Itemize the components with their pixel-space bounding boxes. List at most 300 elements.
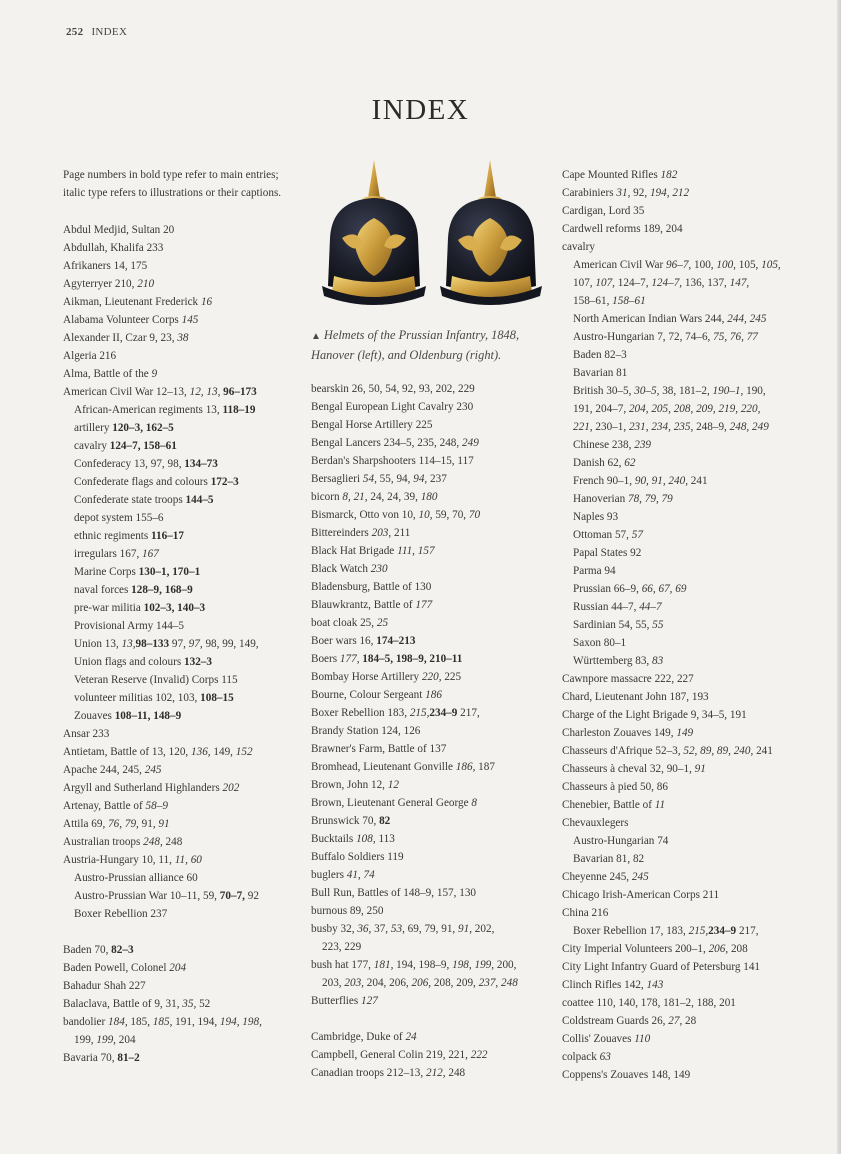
entry-text: Cardigan, Lord 35	[562, 205, 645, 217]
entry-text: Argyll and Sutherland Highlanders	[63, 782, 223, 794]
entry-text: Berdan's Sharpshooters 114–15, 117	[311, 455, 474, 467]
index-entry	[311, 956, 551, 974]
italic-page-ref: 91,	[458, 923, 472, 935]
entry-text: 136, 137,	[682, 277, 730, 289]
entry-text: 223, 229	[322, 941, 362, 953]
entry-text: Union 13,	[74, 638, 122, 650]
index-subentry	[63, 419, 288, 437]
entry-text: pre-war militia	[74, 602, 144, 614]
entry-text: Carabiniers	[562, 187, 617, 199]
entry-text: Attila 69,	[63, 818, 109, 830]
entry-text: Confederate flags and colours	[74, 476, 211, 488]
figure-caption-text: Helmets of the Prussian Infantry, 1848, Hanover (left), and Oldenburg (right).	[311, 328, 520, 362]
entry-text: 92,	[630, 187, 650, 199]
entry-text: 37,	[371, 923, 391, 935]
index-entry	[63, 221, 288, 239]
entry-text: Bengal Lancers 234–5, 235, 248,	[311, 437, 462, 449]
entry-text: 241	[753, 745, 773, 757]
entry-text: Prussian 66–9,	[573, 583, 642, 595]
entry-text: Chasseurs à pied 50, 86	[562, 781, 668, 793]
entry-text: Cheyenne 245,	[562, 871, 632, 883]
entry-text: bicorn	[311, 491, 343, 503]
entry-text: Coldstream Guards 26,	[562, 1015, 669, 1027]
entry-text: Austro-Hungarian 74	[573, 835, 669, 847]
entry-text: 187	[475, 761, 495, 773]
entry-text: cavalry	[562, 241, 595, 253]
italic-page-ref: 97,	[188, 638, 203, 650]
bold-page-ref: 108–15	[200, 692, 234, 704]
index-entry	[562, 724, 792, 742]
entry-text: 211	[391, 527, 411, 539]
entry-text: 185,	[127, 1016, 153, 1028]
entry-text: depot system 155–6	[74, 512, 164, 524]
index-entry	[311, 884, 551, 902]
entry-text: Aikman, Lieutenant Frederick	[63, 296, 201, 308]
entry-text: naval forces	[74, 584, 132, 596]
entry-text: 24, 24, 39,	[367, 491, 421, 503]
italic-page-ref: 206,	[411, 977, 432, 989]
bold-page-ref: 81–2	[117, 1052, 140, 1064]
entry-text: Butterflies	[311, 995, 362, 1007]
italic-page-ref: 41, 74	[346, 869, 375, 881]
entry-text: Alma, Battle of the	[63, 368, 152, 380]
entry-text: volunteer militias 102, 103,	[74, 692, 201, 704]
index-entry	[63, 239, 288, 257]
helmets-figure	[312, 158, 547, 318]
entry-text: 208, 209,	[431, 977, 479, 989]
italic-page-ref: 12, 13,	[189, 386, 221, 398]
entry-text: Charleston Zouaves 149,	[562, 727, 677, 739]
entry-text: Chasseurs d'Afrique 52–3,	[562, 745, 684, 757]
entry-text: busby 32,	[311, 923, 358, 935]
entry-text: 107,	[573, 277, 596, 289]
entry-text: Antietam, Battle of 13, 120,	[63, 746, 192, 758]
index-column-3	[562, 166, 792, 1084]
index-subentry	[63, 563, 288, 581]
index-subentry	[562, 274, 792, 292]
entry-text: Austria-Hungary 10, 11,	[63, 854, 175, 866]
entry-text: 199,	[74, 1034, 97, 1046]
index-entry	[562, 778, 792, 796]
index-entry	[311, 866, 551, 884]
entry-text: Saxon 80–1	[573, 637, 627, 649]
italic-page-ref: 180	[420, 491, 438, 503]
italic-page-ref: 58–9	[145, 800, 168, 812]
index-subentry	[562, 580, 792, 598]
index-subentry	[562, 634, 792, 652]
entry-text: 97,	[169, 638, 189, 650]
italic-page-ref: 203,	[344, 977, 364, 989]
entry-text: 92	[244, 890, 259, 902]
italic-page-ref: 13,	[121, 638, 136, 650]
bold-page-ref: 96–173	[220, 386, 257, 398]
italic-page-ref: 78, 79, 79	[627, 493, 673, 505]
entry-text: boat cloak 25,	[311, 617, 377, 629]
italic-page-ref: 199,	[96, 1034, 116, 1046]
index-subentry	[63, 509, 288, 527]
entry-text: Cawnpore massacre 222, 227	[562, 673, 694, 685]
index-entry	[63, 383, 288, 401]
italic-page-ref: 75, 76, 77	[713, 331, 758, 343]
entry-text: Abdul Medjid, Sultan 20	[63, 224, 175, 236]
entry-text: Buffalo Soldiers 119	[311, 851, 404, 863]
entry-text: Boers	[311, 653, 340, 665]
entry-text: cavalry	[74, 440, 110, 452]
index-entry	[562, 760, 792, 778]
entry-text: Brandy Station 124, 126	[311, 725, 421, 737]
index-subentry	[63, 707, 288, 725]
italic-page-ref: 215,	[409, 707, 430, 719]
entry-text: 248	[445, 1067, 466, 1079]
index-entry	[562, 184, 792, 202]
entry-text: Brawner's Farm, Battle of 137	[311, 743, 447, 755]
italic-page-ref: 221,	[573, 421, 593, 433]
italic-page-ref: 185,	[152, 1016, 173, 1028]
index-entry	[63, 797, 288, 815]
index-entry	[311, 722, 551, 740]
entry-text: Black Watch	[311, 563, 371, 575]
entry-text: Russian 44–7,	[573, 601, 640, 613]
bold-page-ref: 174–213	[376, 635, 416, 647]
entry-text: 248–9,	[693, 421, 730, 433]
index-entry	[562, 1066, 792, 1084]
index-subentry	[562, 364, 792, 382]
entry-text: Austro-Prussian alliance 60	[74, 872, 198, 884]
italic-page-ref: 158–61	[612, 295, 646, 307]
italic-page-ref: 203,	[371, 527, 392, 539]
bold-page-ref: 108–11, 148–9	[114, 710, 182, 722]
italic-page-ref: 184,	[108, 1016, 128, 1028]
index-list-1	[63, 221, 288, 1067]
italic-page-ref: 145	[181, 314, 199, 326]
entry-text: Bittereinders	[311, 527, 372, 539]
italic-page-ref: 248,	[143, 836, 163, 848]
index-entry	[562, 904, 792, 922]
page-title: INDEX	[371, 94, 470, 127]
entry-text: Afrikaners 14, 175	[63, 260, 148, 272]
italic-page-ref: 83	[652, 655, 664, 667]
italic-page-ref: 54,	[362, 473, 377, 485]
index-entry	[63, 275, 288, 293]
entry-text: Ansar 233	[63, 728, 110, 740]
entry-text: Artenay, Battle of	[63, 800, 146, 812]
entry-text: buglers	[311, 869, 347, 881]
entry-text: Chard, Lieutenant John 187, 193	[562, 691, 709, 703]
bold-page-ref: 98–133	[135, 638, 170, 650]
italic-page-ref: 245	[144, 764, 162, 776]
index-entry	[311, 902, 551, 920]
index-entry	[311, 380, 551, 398]
bold-page-ref: 82–3	[111, 944, 134, 956]
index-subentry	[63, 455, 288, 473]
index-subentry	[562, 490, 792, 508]
index-entry	[562, 1048, 792, 1066]
bold-page-ref: 118–19	[222, 404, 256, 416]
bold-page-ref: 82	[379, 815, 391, 827]
entry-text: Parma 94	[573, 565, 616, 577]
entry-text: Baden Powell, Colonel	[63, 962, 170, 974]
index-subentry	[562, 544, 792, 562]
index-entry	[311, 1064, 551, 1082]
entry-text: Hanoverian	[573, 493, 628, 505]
entry-text: Bavarian 81, 82	[573, 853, 645, 865]
entry-text: Campbell, General Colin 219, 221,	[311, 1049, 471, 1061]
entry-text: 158–61,	[573, 295, 613, 307]
italic-page-ref: 91	[694, 763, 706, 775]
entry-text: Bromhead, Lieutenant Gonville	[311, 761, 456, 773]
index-entry	[562, 940, 792, 958]
helmet-oldenburg	[440, 160, 542, 305]
index-entry	[311, 704, 551, 722]
italic-page-ref: 57	[631, 529, 643, 541]
italic-page-ref: 10,	[418, 509, 433, 521]
italic-page-ref: 11	[654, 799, 666, 811]
index-entry	[562, 1030, 792, 1048]
entry-text: Union flags and colours	[74, 656, 184, 668]
index-entry	[311, 596, 551, 614]
index-entry	[63, 257, 288, 275]
italic-page-ref: 105,	[761, 259, 781, 271]
entry-text: bush hat 177,	[311, 959, 374, 971]
entry-text: Bersaglieri	[311, 473, 363, 485]
italic-page-ref: 110	[634, 1033, 651, 1045]
index-subentry	[63, 689, 288, 707]
entry-text: Ottoman 57,	[573, 529, 632, 541]
entry-text: Collis' Zouaves	[562, 1033, 635, 1045]
italic-page-ref: 194, 198,	[219, 1016, 262, 1028]
italic-page-ref: 35,	[182, 998, 197, 1010]
entry-text: 248	[162, 836, 183, 848]
index-entry	[63, 941, 288, 959]
index-subentry	[63, 887, 288, 905]
entry-text: 91,	[138, 818, 159, 830]
entry-text: 241	[687, 475, 708, 487]
index-section-gap	[63, 923, 288, 941]
index-entry	[311, 506, 551, 524]
entry-text: Cardwell reforms 189, 204	[562, 223, 683, 235]
entry-text: Brown, John 12,	[311, 779, 388, 791]
index-entry	[63, 293, 288, 311]
italic-page-ref: 149	[676, 727, 694, 739]
bold-page-ref: 116–17	[151, 530, 184, 542]
entry-text: 105,	[735, 259, 762, 271]
entry-text: Bucktails	[311, 833, 357, 845]
entry-text: 202,	[471, 923, 495, 935]
entry-text: African-American regiments 13,	[74, 404, 223, 416]
italic-page-ref: 194, 212	[649, 187, 690, 199]
entry-text: Boxer Rebellion 237	[74, 908, 168, 920]
prussian-helmets-image	[312, 158, 547, 318]
italic-page-ref: 25	[376, 617, 389, 629]
index-entry	[562, 742, 792, 760]
italic-page-ref: 44–7	[639, 601, 662, 613]
italic-page-ref: 237, 248	[478, 977, 518, 989]
index-entry	[562, 166, 792, 184]
bold-page-ref: 124–7, 158–61	[109, 440, 177, 452]
index-entry	[311, 686, 551, 704]
entry-text: Australian troops	[63, 836, 144, 848]
index-entry	[311, 524, 551, 542]
index-entry	[63, 959, 288, 977]
index-subentry	[63, 617, 288, 635]
entry-text: Confederacy 13, 97, 98,	[74, 458, 185, 470]
index-entry	[63, 779, 288, 797]
italic-page-ref: 27,	[668, 1015, 683, 1027]
italic-page-ref: 167	[142, 548, 159, 560]
index-entry	[311, 830, 551, 848]
entry-text: Brunswick 70,	[311, 815, 380, 827]
bold-page-ref: 234–9	[429, 707, 458, 719]
entry-text: 38, 181–2,	[659, 385, 713, 397]
index-subentry	[63, 491, 288, 509]
entry-text: Bull Run, Battles of 148–9, 157, 130	[311, 887, 477, 899]
index-entry	[562, 670, 792, 688]
entry-text: City Light Infantry Guard of Petersburg 141	[562, 961, 761, 973]
index-subentry	[562, 832, 792, 850]
entry-text: Chinese 238,	[573, 439, 635, 451]
italic-page-ref: 186	[425, 689, 442, 701]
index-entry	[311, 1028, 551, 1046]
index-subentry	[562, 454, 792, 472]
index-entry	[311, 740, 551, 758]
entry-text: Cape Mounted Rifles	[562, 169, 661, 181]
italic-page-ref: 9	[151, 368, 158, 380]
entry-text: 237	[427, 473, 447, 485]
entry-text: 217,	[457, 707, 480, 719]
index-subentry	[63, 671, 288, 689]
index-entry	[63, 311, 288, 329]
italic-page-ref: 220,	[421, 671, 442, 683]
index-subentry	[562, 418, 792, 436]
entry-text: irregulars 167,	[74, 548, 143, 560]
entry-text: Apache 244, 245,	[63, 764, 145, 776]
entry-text: Zouaves	[74, 710, 115, 722]
entry-text: Marine Corps	[74, 566, 139, 578]
entry-text: Danish 62,	[573, 457, 625, 469]
entry-text: Bahadur Shah 227	[63, 980, 146, 992]
italic-page-ref: 245	[631, 871, 649, 883]
index-entry	[311, 614, 551, 632]
entry-text: 191, 194,	[172, 1016, 220, 1028]
entry-text: French 90–1,	[573, 475, 635, 487]
index-entry	[562, 994, 792, 1012]
entry-text: Bengal European Light Cavalry 230	[311, 401, 474, 413]
index-entry	[311, 632, 551, 650]
entry-text: Blauwkrantz, Battle of	[311, 599, 416, 611]
bold-page-ref: 130–1, 170–1	[138, 566, 201, 578]
index-entry	[311, 776, 551, 794]
italic-page-ref: 244, 245	[727, 313, 767, 325]
index-entry	[311, 398, 551, 416]
index-subentry	[63, 473, 288, 491]
index-entry	[63, 1049, 288, 1067]
entry-text: Balaclava, Battle of 9, 31,	[63, 998, 183, 1010]
page-number: 252	[66, 26, 84, 38]
index-entry	[311, 452, 551, 470]
italic-page-ref: 181,	[373, 959, 394, 971]
entry-text: Canadian troops 212–13,	[311, 1067, 426, 1079]
index-entry	[63, 347, 288, 365]
entry-text: 59, 70,	[432, 509, 469, 521]
italic-page-ref: 215,	[688, 925, 709, 937]
index-entry	[63, 365, 288, 383]
index-entry	[63, 851, 288, 869]
entry-text: colpack	[562, 1051, 600, 1063]
entry-text: Abdullah, Khalifa 233	[63, 242, 164, 254]
index-subentry	[63, 1031, 288, 1049]
figure-caption	[311, 326, 546, 365]
italic-page-ref: 204	[169, 962, 187, 974]
bold-page-ref: 234–9	[708, 925, 737, 937]
bold-page-ref: 132–3	[184, 656, 212, 668]
page-edge	[837, 0, 841, 1154]
italic-page-ref: 62	[624, 457, 636, 469]
italic-page-ref: 107,	[595, 277, 615, 289]
italic-page-ref: 177	[415, 599, 433, 611]
entry-text: ethnic regiments	[74, 530, 152, 542]
caption-triangle-icon: ▲	[311, 331, 321, 342]
entry-text: British 30–5,	[573, 385, 635, 397]
italic-page-ref: 66, 67, 69	[641, 583, 687, 595]
entry-text: Bavarian 81	[573, 367, 628, 379]
entry-text: Austro-Hungarian 7, 72, 74–6,	[573, 331, 714, 343]
index-subentry	[562, 328, 792, 346]
bold-page-ref: 172–3	[210, 476, 239, 488]
index-entry	[63, 833, 288, 851]
index-subentry	[562, 850, 792, 868]
index-subentry	[562, 526, 792, 544]
index-subentry	[562, 922, 792, 940]
index-subentry	[562, 652, 792, 670]
index-subentry	[311, 938, 551, 956]
index-subentry	[63, 527, 288, 545]
italic-page-ref: 24	[405, 1031, 417, 1043]
entry-text: bearskin 26, 50, 54, 92, 93, 202, 229	[311, 383, 475, 395]
entry-text: 200,	[494, 959, 517, 971]
entry-text: coattee 110, 140, 178, 181–2, 188, 201	[562, 997, 736, 1009]
index-entry	[311, 794, 551, 812]
helmet-hanover	[322, 160, 426, 305]
index-subentry	[562, 598, 792, 616]
index-entry	[562, 958, 792, 976]
italic-page-ref: 30–5,	[634, 385, 660, 397]
entry-text: American Civil War 12–13,	[63, 386, 190, 398]
entry-text: Chenebier, Battle of	[562, 799, 655, 811]
italic-page-ref: 38	[177, 332, 189, 344]
entry-text: Charge of the Light Brigade 9, 34–5, 191	[562, 709, 747, 721]
index-entry	[311, 758, 551, 776]
index-entry	[63, 995, 288, 1013]
italic-page-ref: 249	[462, 437, 479, 449]
entry-text: City Imperial Volunteers 200–1,	[562, 943, 709, 955]
entry-text: 203,	[322, 977, 345, 989]
entry-text: burnous 89, 250	[311, 905, 384, 917]
index-entry	[562, 868, 792, 886]
italic-page-ref: 96–7,	[666, 259, 692, 271]
index-entry	[311, 434, 551, 452]
index-entry	[311, 668, 551, 686]
index-subentry	[63, 581, 288, 599]
index-entry	[63, 1013, 288, 1031]
italic-page-ref: 222	[470, 1049, 488, 1061]
index-column-2	[311, 380, 551, 1082]
entry-text: Boxer Rebellion 183,	[311, 707, 410, 719]
index-entry	[311, 578, 551, 596]
entry-text: Boxer Rebellion 17, 183,	[573, 925, 689, 937]
entry-text: 69, 79, 91,	[404, 923, 458, 935]
italic-page-ref: 212,	[425, 1067, 446, 1079]
entry-text: Bismarck, Otto von 10,	[311, 509, 419, 521]
